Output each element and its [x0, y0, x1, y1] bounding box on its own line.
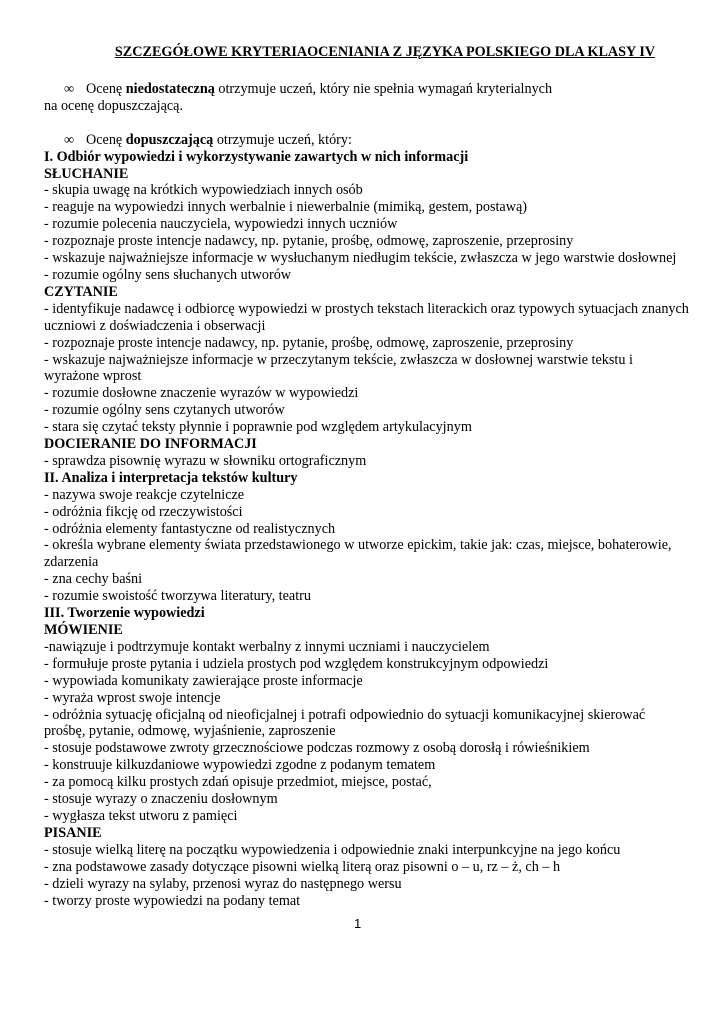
subsection-heading-czytanie: CZYTANIE — [44, 283, 118, 300]
intro-paragraph-failing: ∞ Ocenę niedostateczną otrzymuje uczeń, który nie spełnia wymagań kryterialnych — [64, 80, 553, 97]
list-item: - dzieli wyrazy na sylaby, przenosi wyraz do następnego wersu — [44, 875, 402, 892]
section-heading-2: II. Analiza i interpretacja tekstów kultury — [44, 469, 298, 486]
document-title: SZCZEGÓŁOWE KRYTERIAOCENIANIA Z JĘZYKA POLSKIEGO DLA KLASY IV — [114, 44, 656, 60]
list-item: - skupia uwagę na krótkich wypowiedziach innych osób — [44, 182, 363, 199]
grade-dopuszczajaca: dopuszczającą — [125, 131, 214, 148]
list-item: - konstruuje kilkuzdaniowe wypowiedzi zgodne z podanym tematem — [44, 757, 436, 774]
list-item: - nazywa swoje reakcje czytelnicze — [44, 486, 245, 503]
list-item: - odróżnia fikcję od rzeczywistości — [44, 503, 243, 520]
list-item: - tworzy proste wypowiedzi na podany temat — [44, 892, 301, 909]
list-item: - rozpoznaje proste intencje nadawcy, np. pytanie, prośbę, odmowę, zaproszenie, przeprosiny — [44, 334, 574, 351]
infinity-bullet-icon: ∞ — [64, 80, 75, 97]
list-item: - stara się czytać teksty płynnie i poprawnie pod względem artykulacyjnym — [44, 419, 472, 436]
list-item: - odróżnia sytuację oficjalną od nieoficjalnej i potrafi odpowiednio do sytuacji komunikacyjnej skierować prośbę, pytanie, odmowę, wyjaśnienie, zaproszenie — [44, 706, 646, 740]
list-item: - stosuje podstawowe zwroty grzecznościowe podczas rozmowy z osobą dorosłą i rówieśnikiem — [44, 740, 590, 757]
subsection-heading-pisanie: PISANIE — [44, 824, 102, 841]
list-item: - zna podstawowe zasady dotyczące pisowni wielką literą oraz pisowni o – u, rz – ż, ch – h — [44, 858, 561, 875]
list-item: - rozumie ogólny sens czytanych utworów — [44, 402, 285, 419]
list-item: - stosuje wyrazy o znaczeniu dosłownym — [44, 791, 278, 808]
subsection-heading-sluchanie: SŁUCHANIE — [44, 165, 129, 182]
list-item: - wskazuje najważniejsze informacje w wysłuchanym niedługim tekście, zwłaszcza w jego warstwie dosłownej — [44, 250, 677, 267]
document-page — [44, 44, 690, 909]
list-item: - określa wybrane elementy świata przedstawionego w utworze epickim, takie jak: czas, miejsce, bohaterowie, zdarzenia — [44, 537, 672, 571]
list-item: - wyraża wprost swoje intencje — [44, 689, 221, 706]
list-item: - wskazuje najważniejsze informacje w przeczytanym tekście, zwłaszcza w dosłownej warstwie tekstu i wyrażone wprost — [44, 351, 633, 385]
list-item: - wypowiada komunikaty zawierające proste informacje — [44, 672, 363, 689]
list-item: -nawiązuje i podtrzymuje kontakt werbalny z innymi uczniami i nauczycielem — [44, 638, 490, 655]
grade-niedostateczna: niedostateczną — [125, 80, 215, 97]
list-item: - sprawdza pisownię wyrazu w słowniku ortograficznym — [44, 452, 367, 469]
list-item: - za pomocą kilku prostych zdań opisuje przedmiot, miejsce, postać, — [44, 774, 432, 791]
list-item: - formułuje proste pytania i udziela prostych pod względem konstrukcyjnym odpowiedzi — [44, 655, 549, 672]
intro-paragraph-failing-continued: na ocenę dopuszczającą. — [44, 97, 184, 114]
list-item: - rozpoznaje proste intencje nadawcy, np. pytanie, prośbę, odmowę, zaproszenie, przeprosiny — [44, 233, 574, 250]
list-item: - rozumie dosłowne znaczenie wyrazów w wypowiedzi — [44, 385, 359, 402]
section-heading-1: I. Odbiór wypowiedzi i wykorzystywanie zawartych w nich informacji — [44, 148, 469, 165]
list-item: - rozumie polecenia nauczyciela, wypowiedzi innych uczniów — [44, 216, 398, 233]
intro-paragraph-passing: ∞ Ocenę dopuszczającą otrzymuje uczeń, który: — [64, 131, 352, 148]
page-number: 1 — [354, 916, 362, 931]
subsection-heading-mowienie: MÓWIENIE — [44, 622, 123, 638]
list-item: - rozumie ogólny sens słuchanych utworów — [44, 266, 292, 283]
infinity-bullet-icon: ∞ — [64, 131, 75, 148]
list-item: - reaguje na wypowiedzi innych werbalnie i niewerbalnie (mimiką, gestem, postawą) — [44, 199, 527, 216]
list-item: - identyfikuje nadawcę i odbiorcę wypowiedzi w prostych tekstach literackich oraz typowych sytuacjach znanych uczniowi z doświadczenia i obserwacji — [44, 300, 689, 334]
subsection-heading-docieranie: DOCIERANIE DO INFORMACJI — [44, 436, 257, 453]
list-item: - stosuje wielką literę na początku wypowiedzenia i odpowiednie znaki interpunkcyjne na jego końcu — [44, 841, 621, 858]
list-item: - zna cechy baśni — [44, 571, 143, 588]
section-heading-3: III. Tworzenie wypowiedzi — [44, 605, 205, 622]
list-item: - odróżnia elementy fantastyczne od realistycznych — [44, 520, 336, 537]
list-item: - rozumie swoistość tworzywa literatury, teatru — [44, 588, 311, 605]
list-item: - wygłasza tekst utworu z pamięci — [44, 807, 238, 824]
